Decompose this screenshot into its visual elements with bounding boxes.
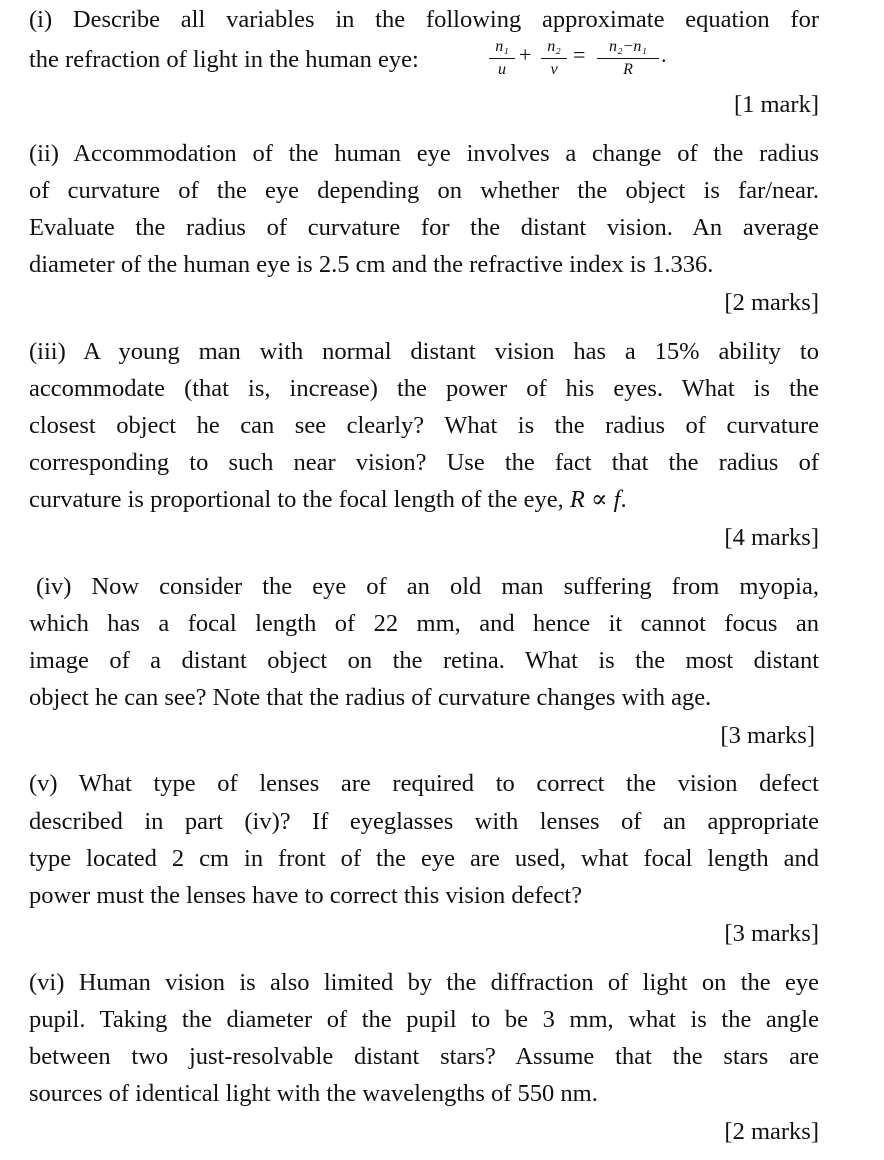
q3-line-3: closest object he can see clearly? What is the radius of curvature bbox=[29, 412, 819, 439]
equation-u: u bbox=[498, 61, 506, 78]
equation-fraction-n2-v bbox=[541, 38, 567, 79]
equation-R: R bbox=[623, 61, 633, 78]
q2-marks: [2 marks] bbox=[724, 289, 819, 316]
q3-line-1: (iii) A young man with normal distant vision has a 15% ability to bbox=[29, 338, 819, 365]
q3-line-5-period: . bbox=[620, 486, 627, 513]
equation-fraction-n1-u bbox=[489, 38, 515, 79]
q2-line-3: Evaluate the radius of curvature for the distant vision. An average bbox=[29, 214, 819, 241]
q4-marks: [3 marks] bbox=[720, 722, 815, 749]
q2-line-4: diameter of the human eye is 2.5 cm and the refractive index is 1.336. bbox=[29, 251, 714, 278]
fraction-bar bbox=[541, 58, 567, 59]
q2-line-2: of curvature of the eye depending on whether the object is far/near. bbox=[29, 177, 819, 204]
proportionality-expression: R ∝ f bbox=[569, 486, 621, 513]
q4-line-2: which has a focal length of 22 mm, and hence it cannot focus an bbox=[29, 610, 819, 637]
equation-plus: + bbox=[519, 42, 532, 67]
q3-line-5 bbox=[29, 481, 819, 518]
q6-marks: [2 marks] bbox=[724, 1118, 819, 1145]
q6-line-4: sources of identical light with the wavelengths of 550 nm. bbox=[29, 1080, 598, 1107]
q4-line-4: object he can see? Note that the radius of curvature changes with age. bbox=[29, 684, 712, 711]
fraction-bar bbox=[597, 58, 659, 59]
q4-line-1: (iv) Now consider the eye of an old man suffering from myopia, bbox=[36, 573, 819, 600]
q1-line-1: (i) Describe all variables in the following approximate equation for bbox=[29, 6, 819, 33]
q1-marks: [1 mark] bbox=[733, 91, 819, 118]
q3-line-4: corresponding to such near vision? Use the fact that the radius of bbox=[29, 449, 819, 476]
q1-line-2-text: the refraction of light in the human eye: bbox=[29, 46, 419, 73]
q3-marks: [4 marks] bbox=[724, 524, 819, 551]
q2-line-1: (ii) Accommodation of the human eye involves a change of the radius bbox=[29, 140, 819, 167]
q5-line-1: (v) What type of lenses are required to correct the vision defect bbox=[29, 770, 819, 797]
q4-line-3: image of a distant object on the retina. What is the most distant bbox=[29, 647, 819, 674]
q6-line-1: (vi) Human vision is also limited by the diffraction of light on the eye bbox=[29, 969, 819, 996]
q5-line-4: power must the lenses have to correct this vision defect? bbox=[29, 882, 583, 909]
q3-line-5-text: curvature is proportional to the focal length of the eye, bbox=[29, 486, 564, 513]
equation-equals: = bbox=[573, 42, 586, 67]
equation-v: v bbox=[550, 61, 558, 78]
fraction-bar bbox=[489, 58, 515, 59]
equation-n1: n₁ bbox=[495, 38, 509, 55]
q5-line-2: described in part (iv)? If eyeglasses with lenses of an appropriate bbox=[29, 808, 819, 835]
q5-marks: [3 marks] bbox=[724, 920, 819, 947]
q6-line-3: between two just-resolvable distant stars? Assume that the stars are bbox=[29, 1043, 819, 1070]
q5-line-3: type located 2 cm in front of the eye are used, what focal length and bbox=[29, 845, 819, 872]
q6-line-2: pupil. Taking the diameter of the pupil to be 3 mm, what is the angle bbox=[29, 1006, 819, 1033]
equation-n2-minus-n1: n₂−n₁ bbox=[609, 38, 647, 55]
equation-n2: n₂ bbox=[547, 38, 561, 55]
equation-fraction-n2-minus-n1-R bbox=[597, 38, 659, 79]
q1-line-2 bbox=[29, 41, 819, 78]
equation-period: . bbox=[661, 42, 667, 67]
q3-line-2: accommodate (that is, increase) the power of his eyes. What is the bbox=[29, 375, 819, 402]
